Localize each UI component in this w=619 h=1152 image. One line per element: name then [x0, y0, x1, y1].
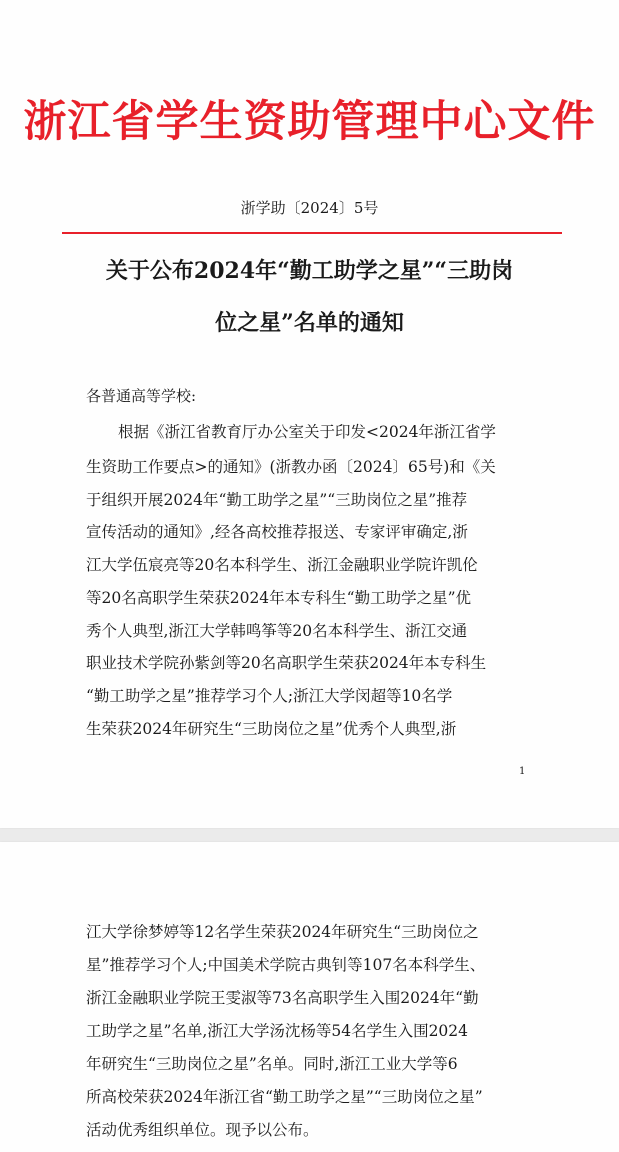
body-line: 江大学徐梦婷等12名学生荣获2024年研究生“三助岗位之	[86, 923, 479, 941]
body-line: 根据《浙江省教育厅办公室关于印发<2024年浙江省学	[118, 423, 496, 441]
notice-title-line-2: 位之星”名单的通知	[215, 310, 404, 336]
body-line: 生资助工作要点>的通知》(浙教办函〔2024〕65号)和《关	[86, 458, 496, 476]
body-line: 星”推荐学习个人;中国美术学院古典钊等107名本科学生、	[86, 956, 486, 974]
body-line: 所高校荣获2024年浙江省“勤工助学之星”“三助岗位之星”	[86, 1088, 483, 1106]
notice-title-line-1: 关于公布2024年“勤工助学之星”“三助岗	[105, 258, 514, 284]
page-number: 1	[519, 766, 526, 777]
body-line: 年研究生“三助岗位之星”名单。同时,浙江工业大学等6	[86, 1055, 458, 1073]
body-line: 宣传活动的通知》,经各高校推荐报送、专家评审确定,浙	[86, 523, 468, 541]
body-line: 江大学伍宸亮等20名本科学生、浙江金融职业学院许凯伦	[86, 556, 478, 574]
document-number: 浙学助〔2024〕5号	[240, 199, 379, 217]
body-line: 活动优秀组织单位。现予以公布。	[86, 1121, 319, 1139]
body-line: 等20名高职学生荣获2024年本专科生“勤工助学之星”优	[86, 589, 472, 607]
salutation: 各普通高等学校:	[86, 387, 197, 405]
body-line: 生荣获2024年研究生“三助岗位之星”优秀个人典型,浙	[86, 720, 457, 738]
body-line: 秀个人典型,浙江大学韩鸣筝等20名本科学生、浙江交通	[86, 622, 468, 640]
org-header-title: 浙江省学生资助管理中心文件	[23, 97, 596, 147]
body-line: 职业技术学院孙紫剑等20名高职学生荣获2024年本专科生	[86, 654, 487, 672]
body-line: 工助学之星”名单,浙江大学汤沈杨等54名学生入围2024	[86, 1022, 469, 1040]
body-line: “勤工助学之星”推荐学习个人;浙江大学闵超等10名学	[86, 687, 453, 705]
document-page-2	[0, 842, 619, 1152]
body-line: 于组织开展2024年“勤工助学之星”“三助岗位之星”推荐	[86, 491, 468, 509]
body-line: 浙江金融职业学院王雯淑等73名高职学生入围2024年“勤	[86, 989, 479, 1007]
red-divider-line	[62, 232, 562, 234]
